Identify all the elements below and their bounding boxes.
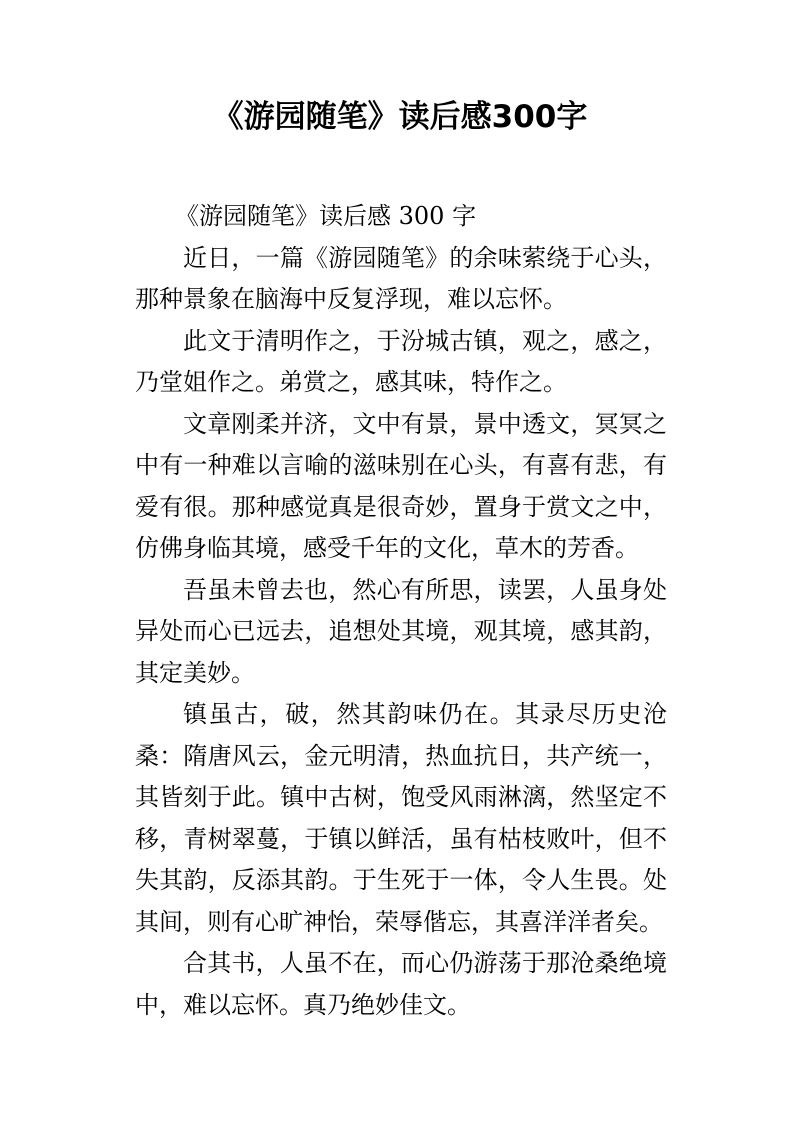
paragraph-4: 吾虽未曾去也，然心有所思，读罢，人虽身处异处而心已远去，追想处其境，观其境，感其韵，其定美妙。: [135, 575, 667, 687]
paragraph-6: 合其书，人虽不在，而心仍游荡于那沧桑绝境中，难以忘怀。真乃绝妙佳文。: [135, 949, 667, 1019]
paragraph-1: 近日，一篇《游园随笔》的余味萦绕于心头，那种景象在脑海中反复浮现，难以忘怀。: [135, 243, 667, 313]
paragraph-5: 镇虽古，破，然其韵味仍在。其录尽历史沧桑：隋唐风云，金元明清，热血抗日，共产统一，其皆刻于此。镇中古树，饱受风雨淋漓，然坚定不移，青树翠蔓，于镇以鲜活，虽有枯枝败叶，但不失其韵，反添其韵。于生死于一体，令人生畏。处其间，则有心旷神怡，荣辱偕忘，其喜洋洋者矣。: [135, 700, 667, 936]
paragraph-2: 此文于清明作之，于汾城古镇，观之，感之，乃堂姐作之。弟赏之，感其味，特作之。: [135, 326, 667, 396]
document-title: 《游园随笔》读后感300字: [212, 99, 588, 135]
document-body: [135, 196, 667, 1026]
document-subtitle: 《游园随笔》读后感 300 字: [175, 202, 477, 230]
paragraph-3: 文章刚柔并济，文中有景，景中透文，冥冥之中有一种难以言喻的滋味别在心头，有喜有悲，有爱有很。那种感觉真是很奇妙，置身于赏文之中，仿佛身临其境，感受千年的文化，草木的芳香。: [135, 409, 667, 562]
